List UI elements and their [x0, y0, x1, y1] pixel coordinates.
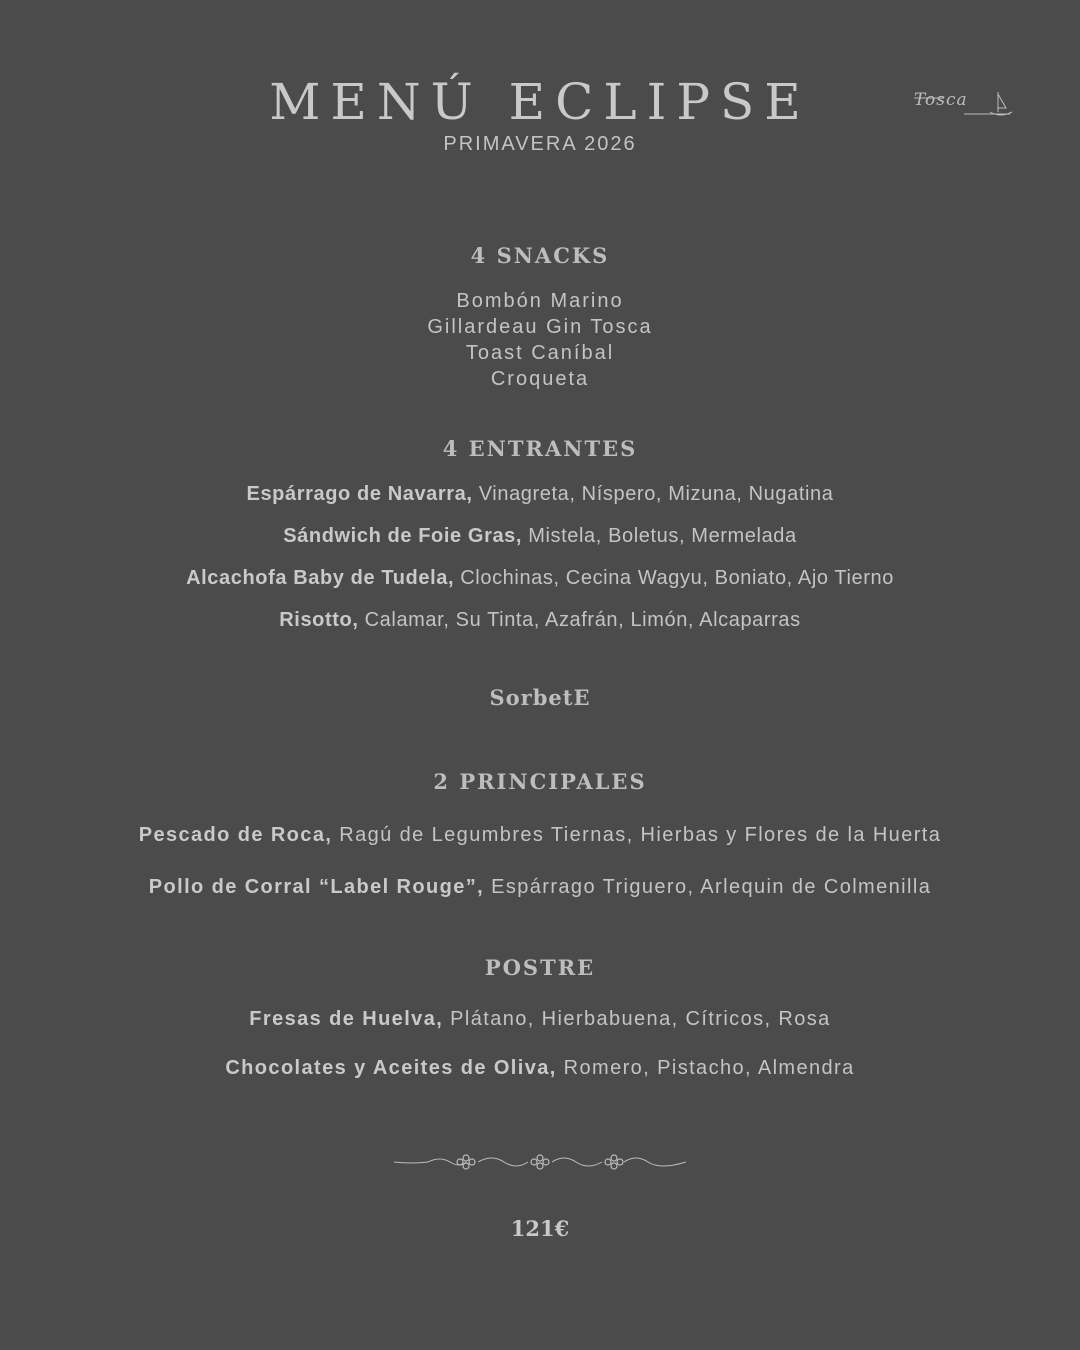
sorbete-heading: SorbetE [489, 685, 591, 710]
dish-description: Mistela, Boletus, Mermelada [522, 525, 797, 547]
dish-name: Risotto, [279, 609, 359, 631]
dish-description: Plátano, Hierbabuena, Cítricos, Rosa [443, 1008, 831, 1030]
principales-heading: 2 PRINCIPALES [433, 769, 647, 794]
dish-name: Pescado de Roca, [138, 824, 333, 846]
entrante-item [0, 523, 1080, 549]
dish-name: Fresas de Huelva, [249, 1008, 444, 1030]
entrante-item [0, 565, 1080, 591]
dish-description: Calamar, Su Tinta, Azafrán, Limón, Alcaparras [358, 609, 801, 631]
dish-name: Alcachofa Baby de Tudela, [186, 567, 455, 589]
entrante-item [0, 607, 1080, 633]
snack-item: Toast Caníbal [465, 342, 615, 364]
logo-boat-icon [914, 90, 1022, 124]
snack-item: Bombón Marino [456, 290, 624, 312]
menu-title: MENÚ ECLIPSE [269, 73, 811, 131]
dish-name: Espárrago de Navarra, [246, 483, 473, 505]
dish-description: Clochinas, Cecina Wagyu, Boniato, Ajo Tierno [454, 567, 894, 589]
dish-description: Vinagreta, Níspero, Mizuna, Nugatina [472, 483, 834, 505]
tosca-logo [914, 90, 1022, 124]
postre-item [0, 1055, 1080, 1081]
snacks-heading: 4 SNACKS [470, 243, 610, 268]
entrante-item [0, 481, 1080, 507]
principal-item [0, 874, 1080, 900]
postre-heading: POSTRE [484, 955, 596, 980]
snack-item: Gillardeau Gin Tosca [427, 316, 653, 338]
menu-price: 121€ [510, 1216, 570, 1241]
dish-description: Espárrago Triguero, Arlequin de Colmenilla [484, 876, 932, 898]
logo-text: Tosca [914, 90, 968, 110]
snack-item: Croqueta [490, 368, 590, 390]
dish-name: Chocolates y Aceites de Oliva, [225, 1057, 557, 1079]
postre-item [0, 1006, 1080, 1032]
dish-description: Ragú de Legumbres Tiernas, Hierbas y Flores de la Huerta [332, 824, 942, 846]
menu-subtitle: PRIMAVERA 2026 [443, 133, 637, 155]
principal-item [0, 822, 1080, 848]
dish-description: Romero, Pistacho, Almendra [556, 1057, 855, 1079]
entrantes-heading: 4 ENTRANTES [442, 436, 638, 461]
floral-divider-icon [392, 1150, 688, 1174]
dish-name: Sándwich de Foie Gras, [283, 525, 523, 547]
dish-name: Pollo de Corral “Label Rouge”, [148, 876, 485, 898]
